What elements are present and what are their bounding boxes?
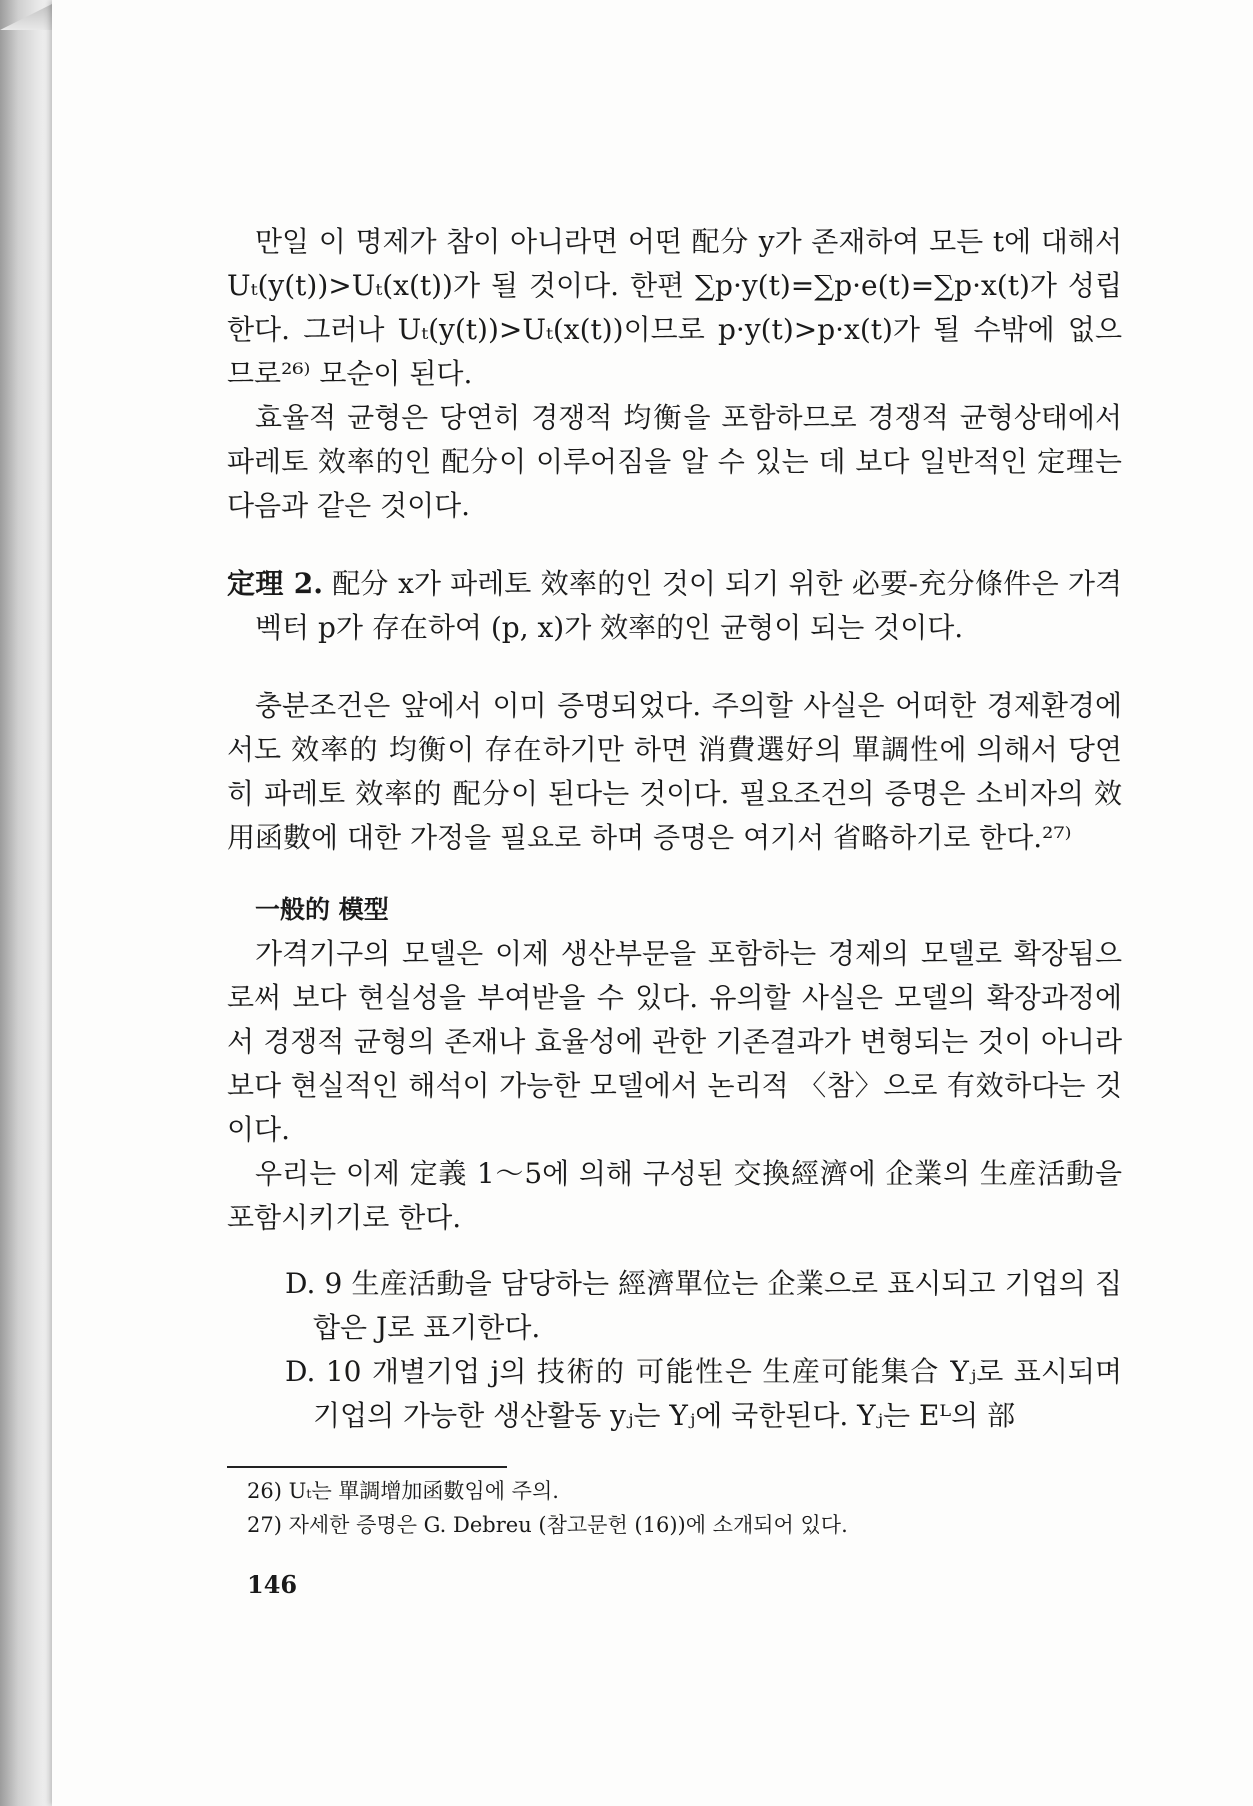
definition-list bbox=[227, 1262, 1122, 1438]
footnote-27: 27) 자세한 증명은 G. Debreu (참고문헌 (16))에 소개되어 있다. bbox=[247, 1513, 848, 1537]
spacer bbox=[227, 650, 1122, 684]
definition-d9: D. 9 生産活動을 담당하는 經濟單位는 企業으로 표시되고 기업의 집합은 J로 표기한다. bbox=[285, 1267, 1122, 1344]
theorem-label: 定理 2. bbox=[227, 567, 323, 600]
footnote-divider bbox=[227, 1466, 507, 1468]
section-heading: 一般的 模型 bbox=[255, 895, 389, 924]
paragraph-efficiency: 효율적 균형은 당연히 경쟁적 均衡을 포함하므로 경쟁적 균형상태에서 파레토 效率的인 配分이 이루어짐을 알 수 있는 데 보다 일반적인 定理는 다음과 같은 것이다. bbox=[227, 401, 1122, 522]
theorem-text: 配分 x가 파레토 效率的인 것이 되기 위한 必要-充分條件은 가격벡터 p가 存在하여 (p, x)가 效率的인 균형이 되는 것이다. bbox=[255, 567, 1122, 644]
footnote-26: 26) Uₜ는 單調增加函數임에 주의. bbox=[247, 1479, 559, 1503]
definition-d10: D. 10 개별기업 j의 技術的 可能性은 生産可能集合 Yⱼ로 표시되며 기업의 가능한 생산활동 yⱼ는 Yⱼ에 국한된다. Yⱼ는 Eᴸ의 部 bbox=[285, 1355, 1122, 1432]
paragraph-model-extension: 가격기구의 모델은 이제 생산부문을 포함하는 경제의 모델로 확장됨으로써 보다 현실성을 부여받을 수 있다. 유의할 사실은 모델의 확장과정에서 경쟁적 균형의 존재나 효율성에 관한 기존결과가 변형되는 것이 아니라 보다 현실적인 해석이 가능한 모델에서 논리적 〈참〉으로 有效하다는 것이다. bbox=[227, 937, 1122, 1146]
page-number: 146 bbox=[247, 1570, 298, 1599]
paragraph-proof: 만일 이 명제가 참이 아니라면 어떤 配分 y가 존재하여 모든 t에 대해서 Uₜ(y(t))>Uₜ(x(t))가 될 것이다. 한편 ∑p·y(t)=∑p·e(t)=∑p·x(t)가 성립한다. 그러나 Uₜ(y(t))>Uₜ(x(t))이므로 p·y(t)>p·x(t)가 될 수밖에 없으므로²⁶⁾ 모순이 된다. bbox=[227, 225, 1122, 390]
paragraph-sufficiency: 충분조건은 앞에서 이미 증명되었다. 주의할 사실은 어떠한 경제환경에서도 效率的 均衡이 存在하기만 하면 消費選好의 單調性에 의해서 당연히 파레토 效率的 配分이 된다는 것이다. 필요조건의 증명은 소비자의 效用函數에 대한 가정을 필요로 하며 증명은 여기서 省略하기로 한다.²⁷⁾ bbox=[227, 689, 1122, 854]
book-spine-edge bbox=[0, 0, 52, 1806]
theorem-2 bbox=[227, 562, 1122, 650]
paragraph-production: 우리는 이제 定義 1～5에 의해 구성된 交換經濟에 企業의 生産活動을 포함시키기로 한다. bbox=[227, 1157, 1122, 1234]
page-content bbox=[227, 220, 1122, 1599]
book-page bbox=[52, 0, 1253, 1806]
